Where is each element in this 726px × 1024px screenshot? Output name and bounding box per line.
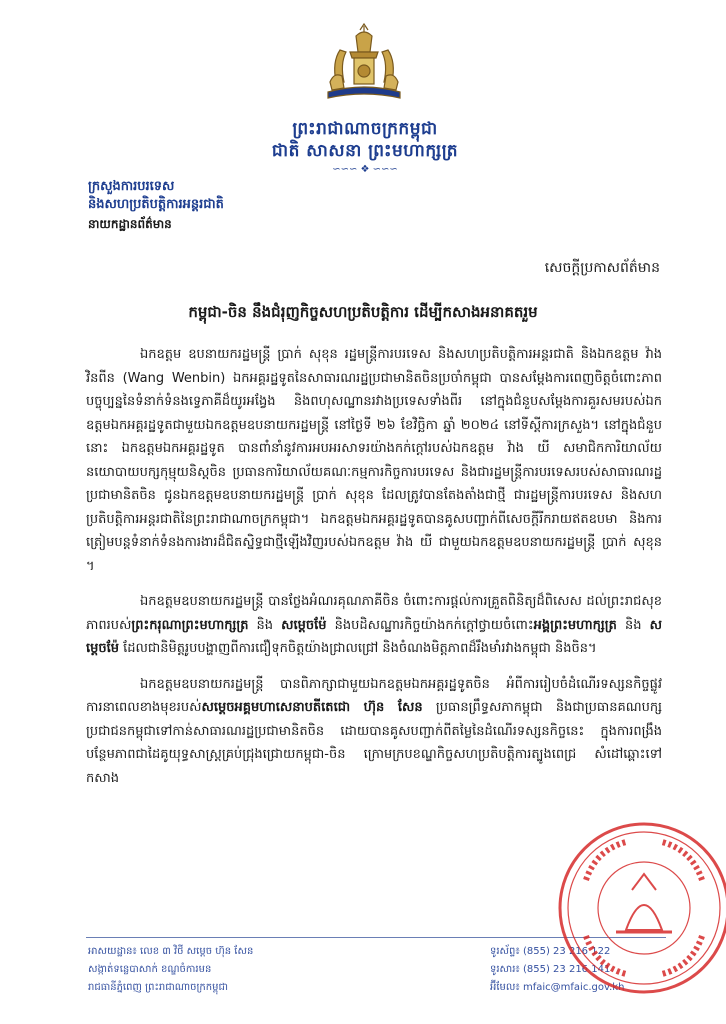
ministry-name-line2: និងសហប្រតិបត្តិការអន្តរជាតិ <box>88 197 224 212</box>
paragraph-1 <box>86 343 662 578</box>
royal-coat-of-arms-icon <box>320 22 408 108</box>
official-red-seal-icon <box>556 820 726 996</box>
email-address: mfaic@mfaic.gov.kh <box>522 982 625 993</box>
address-label: អាសយដ្ឋាន៖ <box>88 946 137 957</box>
footer-address <box>88 943 253 997</box>
email-label: អ៊ីមែល៖ <box>490 982 520 993</box>
paragraph-3 <box>86 673 662 791</box>
paragraph-text: ឯកឧត្តមឧបនាយករដ្ឋមន្ត្រី បានពិភាក្សាជាមួយឯកឧត្តមឯកអគ្គរដ្ឋទូតចិន អំពីការរៀបចំដំណើរទស្សនកិច្ចផ្លូវការនាពេលខាងមុខរបស់ <box>86 676 662 715</box>
paragraph-text: និងបដិសណ្ឋារកិច្ចយ៉ាងកក់ក្តៅថ្វាយចំពោះ <box>326 617 534 633</box>
address-line3: រាជធានីភ្នំពេញ ព្រះរាជាណាចក្រកម្ពុជា <box>88 982 228 993</box>
phone-label: ទូរស័ព្ទ៖ <box>490 946 520 957</box>
address-line2: សង្កាត់ទន្លេបាសាក់ ខណ្ឌចំការមន <box>88 964 212 975</box>
fax-label: ទូរសារ៖ <box>490 964 520 975</box>
document-type: សេចក្តីប្រកាសព័ត៌មាន <box>544 260 660 276</box>
kingdom-motto-block <box>220 118 510 175</box>
address-line1: លេខ ៣ វិថី សម្តេច ហ៊ុន សែន <box>140 946 254 957</box>
emphasis-text: សម្តេចអគ្គមហាសេនាបតីតេជោ ហ៊ុន សែន <box>201 700 423 715</box>
emphasis-text: ព្រះករុណាព្រះមហាក្សត្រ <box>131 617 249 633</box>
paragraph-text: ប្រធានព្រឹទ្ធសភាកម្ពុជា និងជាប្រធានគណបក្សប្រជាជនកម្ពុជាទៅកាន់សាធារណរដ្ឋប្រជាមានិតចិន ដោយបានគូសបញ្ជាក់ពីតម្លៃនៃដំណើរទស្សនកិច្ចនេះ ក្នុងការពង្រឹងបន្ថែមភាពជាដៃគូយុទ្ធសាស្ត្រគ្រប់ជ្រុងជ្រោយកម្ពុជា-ចិន ក្រោមក្របខណ្ឌកិច្ចសហប្រតិបត្តិការត្បូងពេជ្រ សំដៅឆ្ពោះទៅកសាង <box>86 700 662 786</box>
emphasis-text: អង្គព្រះមហាក្សត្រ <box>533 617 617 633</box>
emphasis-text: សម្តេចម៉ែ <box>281 617 327 633</box>
paragraph-text: និង <box>616 617 650 633</box>
ministry-header <box>88 178 224 234</box>
page-title: កម្ពុជា-ចិន នឹងជំរុញកិច្ចសហប្រតិបត្តិការ ដើម្បីកសាងអនាគតរួម <box>188 303 538 321</box>
emphasis-text: សម្តេចម៉ែ <box>86 617 662 656</box>
ornament-divider: ∽∽∽ ❖ ∽∽∽ <box>332 164 398 175</box>
paragraph-text: ដែលជានិមិត្តរូបបង្ហាញពីការជឿទុកចិត្តយ៉ាងជ្រាលជ្រៅ និងចំណងមិត្តភាពដ៏រឹងមាំរវាងកម្ពុជា និងចិន។ <box>119 641 597 656</box>
fax-number: (855) 23 216 141 <box>522 964 611 975</box>
phone-number: (855) 23 216 122 <box>522 946 611 957</box>
paragraph-2 <box>86 590 662 661</box>
department-name: នាយកដ្ឋានព័ត៌មាន <box>88 217 172 231</box>
kingdom-name: ព្រះរាជាណាចក្រកម្ពុជា <box>292 119 438 139</box>
national-motto: ជាតិ សាសនា ព្រះមហាក្សត្រ <box>271 141 459 161</box>
paragraph-text: ឯកឧត្តម ឧបនាយករដ្ឋមន្ត្រី ប្រាក់ សុខុន រដ្ឋមន្ត្រីការបរទេស និងសហប្រតិបត្តិការអន្តរជាតិ និងឯកឧត្តម វ៉ាង វិនពីន (Wang Wenbin) ឯកអគ្គរដ្ឋទូតនៃសាធារណរដ្ឋប្រជាមានិតចិនប្រចាំកម្ពុជា បានសម្តែងការពេញចិត្តចំពោះភាពបច្ចុប្បន្ននៃទំនាក់ទំនងទ្វេភាគីដ៏យូរអង្វែង និងពហុសណ្ឋានរវាងប្រទេសទាំងពីរ នៅក្នុងជំនួបសម្តែងការគួរសមរបស់ឯកឧត្តមឯកអគ្គរដ្ឋទូតជាមួយឯកឧត្តមឧបនាយករដ្ឋមន្ត្រី នៅថ្ងៃទី ២៦ ខែវិច្ឆិកា ឆ្នាំ ២០២៤ នៅទីស្តីការក្រសួង។ នៅក្នុងជំនួបនោះ ឯកឧត្តមឯកអគ្គរដ្ឋទូត បានពាំនាំនូវការអបអរសាទរយ៉ាងកក់ក្តៅរបស់ឯកឧត្តម វ៉ាង យី សមាជិកការិយាល័យនយោបាយបក្សកុម្មុយនិស្តចិន ប្រធានការិយាល័យគណៈកម្មការកិច្ចការបរទេស និងជារដ្ឋមន្ត្រីការបរទេសរបស់សាធារណរដ្ឋប្រជាមានិតចិន ជូនឯកឧត្តមឧបនាយករដ្ឋមន្ត្រី ប្រាក់ សុខុន ដែលត្រូវបានតែងតាំងជាថ្មី ជារដ្ឋមន្ត្រីការបរទេស និងសហប្រតិបត្តិការអន្តរជាតិនៃព្រះរាជាណាចក្រកម្ពុជា។ ឯកឧត្តមឯកអគ្គរដ្ឋទូតបានគូសបញ្ជាក់ពីសេចក្តីរីករាយឥតឧបមា និងការត្រៀមបន្តទំនាក់ទំនងការងារដ៏ជិតស្និទ្ធជាថ្មីឡើងវិញរបស់ឯកឧត្តម វ៉ាង យី ជាមួយឯកឧត្តមឧបនាយករដ្ឋមន្ត្រី ប្រាក់ សុខុន ។ <box>86 347 662 574</box>
paragraph-text: ឯកឧត្តមឧបនាយករដ្ឋមន្ត្រី បានថ្លែងអំណរគុណភាគីចិន ចំពោះការផ្តល់ការគ្រួតពិនិត្យដ៏ពិសេស ដល់ព្រះរាជសុខភាពរបស់ <box>86 594 662 633</box>
ministry-name-line1: ក្រសួងការបរទេស <box>88 179 175 194</box>
paragraph-text: និង <box>248 617 282 633</box>
document-body <box>86 343 662 802</box>
